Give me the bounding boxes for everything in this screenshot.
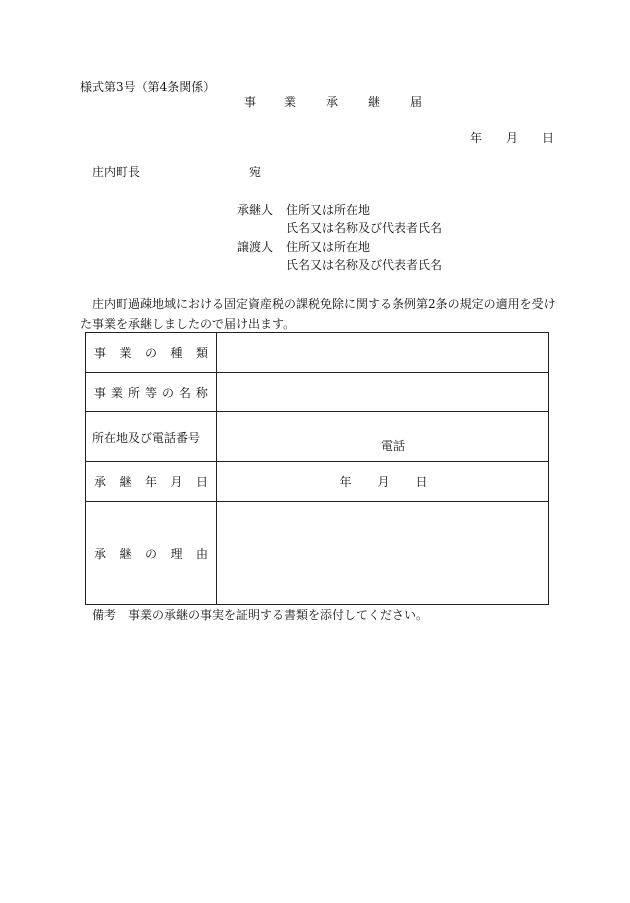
label-char: 年	[144, 475, 157, 489]
transferor-address-label: 住所又は所在地	[286, 240, 371, 254]
phone-label: 電話	[381, 439, 406, 453]
title-char: 承	[326, 95, 339, 109]
body-paragraph	[80, 294, 560, 334]
note-text: 事業の承継の事実を証明する書類を添付してください。	[128, 608, 429, 622]
transferor-name-label: 氏名又は名称及び代表者氏名	[286, 258, 443, 272]
succession-date-field[interactable]	[217, 462, 549, 502]
label-char: 等	[144, 385, 157, 400]
location-phone-field[interactable]	[217, 412, 549, 462]
label-char: の	[161, 385, 174, 400]
label-char: 理	[170, 546, 183, 561]
label-char: 称	[195, 385, 208, 400]
note-label: 備考	[92, 608, 117, 622]
successor-address-label: 住所又は所在地	[286, 203, 371, 217]
date-day: 日	[542, 131, 555, 145]
label-office-name	[86, 373, 217, 412]
label-char: 業	[119, 346, 132, 360]
label-location-phone-text: 所在地及び電話番号	[92, 431, 201, 445]
form-table	[85, 332, 549, 605]
table-row	[86, 412, 549, 462]
form-number: 様式第3号（第4条関係）	[80, 80, 216, 94]
label-char: 月	[170, 475, 183, 489]
title-char: 業	[284, 95, 297, 109]
succession-reason-field[interactable]	[217, 502, 549, 605]
transferor-label: 譲渡人	[237, 240, 274, 254]
table-row	[86, 502, 549, 605]
label-char: 承	[94, 475, 107, 489]
label-char: 継	[119, 546, 132, 561]
label-location-phone	[86, 412, 217, 462]
table-row	[86, 333, 549, 373]
label-char: 業	[110, 385, 123, 400]
addressee-honorific: 宛	[249, 165, 262, 179]
addressee-name: 庄内町長	[92, 165, 141, 179]
label-succession-reason	[86, 502, 217, 605]
label-char: 事	[94, 385, 107, 400]
successor-name-label: 氏名又は名称及び代表者氏名	[286, 221, 443, 235]
label-char: 類	[195, 346, 208, 360]
date-day: 日	[415, 475, 428, 489]
label-char: の	[144, 546, 157, 561]
label-char: 承	[94, 546, 107, 561]
date-year: 年	[339, 475, 352, 489]
date-month: 月	[506, 131, 519, 145]
label-char: 種	[170, 346, 183, 360]
office-name-field[interactable]	[217, 373, 549, 412]
label-char: の	[144, 346, 157, 360]
label-char: 由	[195, 546, 208, 561]
label-business-type	[86, 333, 217, 373]
title-char: 届	[410, 95, 423, 109]
date-month: 月	[377, 475, 390, 489]
body-paragraph-text: 庄内町過疎地域における固定資産税の課税免除に関する条例第2条の規定の適用を受けた事業を承継しましたので届け出ます。	[80, 297, 556, 331]
document-title	[244, 95, 422, 109]
title-char: 事	[244, 95, 257, 109]
label-char: 名	[178, 385, 191, 400]
date-year: 年	[470, 131, 483, 145]
label-char: 日	[195, 475, 208, 489]
label-succession-date	[86, 462, 217, 502]
title-char: 継	[368, 95, 381, 109]
successor-label: 承継人	[237, 203, 274, 217]
table-row	[86, 373, 549, 412]
label-char: 事	[94, 346, 107, 360]
submission-date	[470, 131, 554, 145]
table-row	[86, 462, 549, 502]
business-type-field[interactable]	[217, 333, 549, 373]
label-char: 所	[127, 385, 140, 400]
label-char: 継	[119, 475, 132, 489]
